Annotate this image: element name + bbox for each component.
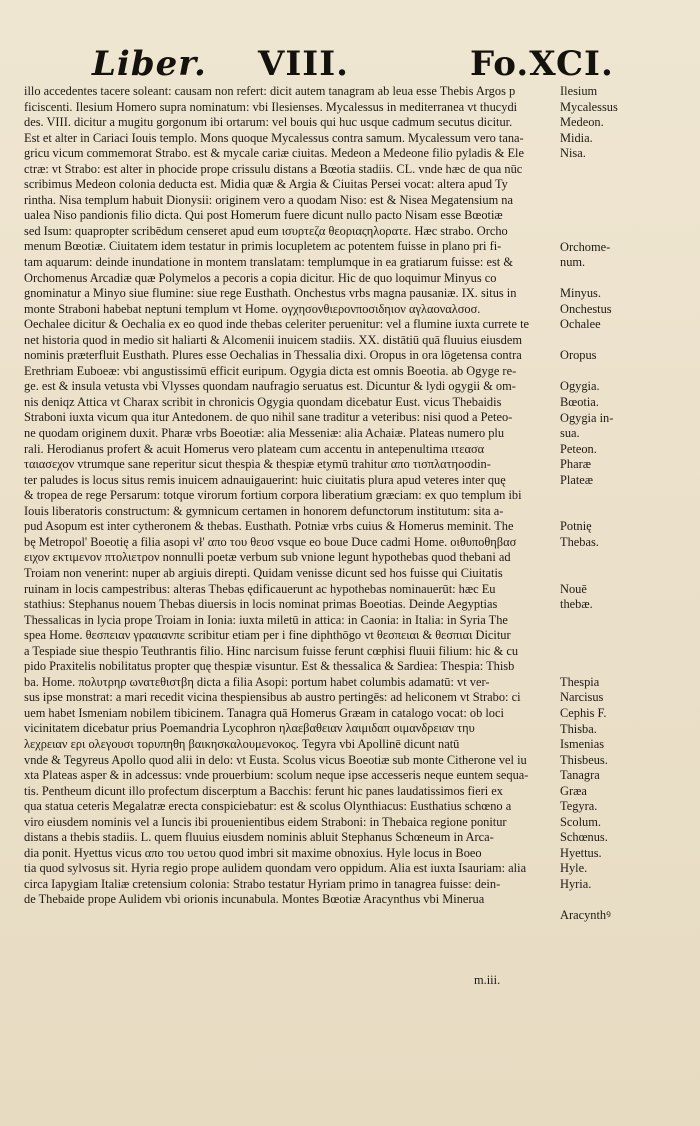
margin-note: Thespia Narcisus Cephis F. Thisba. Ismenias Thisbeus. Tanagra Græa Tegyra. Scolum. Schœnus. Hyettus. Hyle. Hyria. <box>560 674 608 891</box>
text-line: viro eiusdem nominis vel a Iuncis ibi prouenientibus eidem Straboni: in Thebaica regione ponitur <box>24 814 507 829</box>
text-line: Est et alter in Cariaci Iouis templo. Mons quoque Mycalessus contra samum. Mycalessum vero tana- <box>24 130 524 145</box>
margin-note: Aracynthꝰ <box>560 908 611 923</box>
text-line: ruinam in locis campestribus: alteras Thebas ędificauerunt ac hypothebas nominauerūt: hæc Eu <box>24 581 496 596</box>
text-line: sed Isum: quapropter scribēdum censeret apud eum ισυρτεζα θεοριαςηλορατε. Hæc strabo. Orcho <box>24 223 508 238</box>
text-line: Orchomenus Arcadiæ quæ Polymelos a pecoris a copia dicitur. Hic de quo loquimur Minyus co <box>24 270 497 285</box>
text-line: pud Asopum est inter cytheronem & thebas. Eusthath. Potniæ vrbs cuius & Homerus meminit. The <box>24 519 514 534</box>
margin-note: Potnię Thebas. <box>560 519 599 549</box>
text-line: ctræ: vt Strabo: est alter in phocide prope crissulu distans a Bœotia stadiis. CL. vnde hæc de qua nūc <box>24 161 523 176</box>
signature-mark: m.iii. <box>474 973 501 987</box>
margin-note: Orchome- num. <box>560 239 611 270</box>
text-line: ualea Niso pandionis filio dicta. Qui post Homerum fuere dicunt nullo pacto Nisam esse Bœotiæ <box>24 208 503 223</box>
margin-note: Oropus <box>560 348 597 363</box>
text-line: ταιασεχον vtrumque sane reperitur sicut thespia & thespiæ etymū trahitur απο τισπλατηοσdin- <box>24 457 491 472</box>
margin-note: Ilesium Mycalessus Medeon. Midia. Nisa. <box>560 84 618 161</box>
text-line: Oechalee dicitur & Oechalia ex eo quod inde thebas celeriter peruenitur: vel a flumine iuxta currete te <box>24 317 530 332</box>
text-line: gnominatur a Minyo siue flumine: siue rege Eusthath. Onchestus vrbs magna pausaniæ. IX. situs in <box>24 286 517 301</box>
text-line: ge. est & insula vetusta vbi Vlysses quondam naufragio seruatus est. Dicuntur & lydi ogygii & om- <box>24 379 516 394</box>
text-line: Troiam non venerint: nuper ab argiuis direpti. Quidam venisse dicunt sed hos fuisse qui Ciuitatis <box>24 565 503 580</box>
text-line: uem habet Ismeniam nobilem tibicinem. Tanagra quā Homerus Græam in catalogo vocat: ob loci <box>24 705 504 720</box>
text-line: net historia quod in medio sit haliarti & Alcomenii inuicem stadiis. XX. distātiū quā fluuius eiusdem <box>24 332 522 347</box>
text-line: Thessalicas in lycia prope Troiam in Ionia: iuxta miletū in attica: in Caonia: in Italia: in Syria The <box>24 612 508 627</box>
text-line: tia quod sylvosus sit. Hyria regio prope aulidem quondam vero oppidum. Alia est iuxta Isauriam: alia <box>24 861 527 876</box>
text-line: qua statua ceteris Megalatræ erecta conspiciebatur: est & scolus Olynthiacus: Eusthatius schœno a <box>24 799 512 814</box>
text-line: a Tespiade siue thespio Teuthrantis filio. Hinc narcisum fuisse ferunt cœphisi fluuii filium: hic & cu <box>24 643 519 658</box>
text-line: & tropea de rege Persarum: totque virorum fortium corpora liberatium græciam: ex quo templum ibi <box>24 488 522 503</box>
text-line: menum Bœotiæ. Ciuitatem idem testatur in primis locupletem ac potentem fuisse in plano pri fi- <box>24 239 502 254</box>
header-folio-number: Fo.XCI. <box>470 44 614 84</box>
text-line: ba. Home. πολυτρηρ ωνατεθιστβη dicta a filia Asopi: portum habet columbis adamatū: vt ver- <box>24 674 490 689</box>
text-line: des. VIII. dicitur a mugitu gorgonum ibi ortarum: vel bouis qui huc usque cadmum secutus dicitur. <box>24 115 513 130</box>
text-line: nominis præterfluit Eusthath. Plures esse Oechalias in Thessalia dixi. Oropus in ora lōgetensa contra <box>24 348 522 363</box>
text-line: xta Plateas asper & in adcessus: vnde prouerbium: scolum neque ipse accesseris neque euntem sequa- <box>24 768 529 783</box>
margin-note: Minyus. Onchestus Ochalee <box>560 286 612 332</box>
text-line: spea Home. θεσπειαν γρααιανπε scribitur etiam per i fine diphthōgo vt θεσπειαι & θεσπιαι Dicitur <box>24 628 511 643</box>
text-line: ter paludes is locus situs remis inuicem adnauigauerint: huic ciuitatis plura apud veteres inter quę <box>24 472 506 487</box>
text-line: bę Metropol' Boeotię a filia asopi vł' απο του θευσ vsque eo boue Duce cadmi Home. οιθυποθηβασ <box>24 534 517 549</box>
header-book-label: Liber. <box>92 44 207 84</box>
text-line: Iouis liberatoris constructum: & gymnicum certamen in honorem defunctorum institutum: sita a- <box>24 503 504 518</box>
text-line: tis. Pentheum dicunt illo profectum discerptum a Bacchis: ferunt hic panes laudatissimos fieri ex <box>24 783 503 798</box>
text-line: de Thebaide prope Aulidem vbi orionis incunabula. Montes Bœotiæ Aracynthus vbi Minerua <box>24 892 485 907</box>
text-line: ειχον εκτιμενον πτολιετρον nonnulli poetæ verbum sub vnione legunt hypothebas quod thebani ad <box>24 550 511 565</box>
main-text-column <box>24 84 552 908</box>
text-line: Erethriam Euboeæ: vbi angustissimū efficit euripum. Ogygia dicta est omnis Boeotia. ab Ogyge re- <box>24 363 517 378</box>
text-line: ne quodam originem duxit. Pharæ vrbs Boeotiæ: alia Messeniæ: alia Achaiæ. Plateas numero plu <box>24 426 505 441</box>
text-line: scribimus Medeon colonia deducta est. Midia quæ & Argia & Ciuitas Persei vocat: altera apud Ty <box>24 177 508 192</box>
text-line: illo accedentes tacere soleant: causam non refert: dicit autem tanagram ab leua esse Thebis Argos p <box>24 84 516 98</box>
text-line: vicinitatem dicebatur prius Poemandria Lycophron ηλαεβαθειαν λαιμιδαπ οιμανδρειαν τηυ <box>24 721 475 736</box>
margin-note: Nouē thebæ. <box>560 581 593 612</box>
text-line: gricu vicum commemorat Strabo. est & mycale cariæ ciuitas. Medeon a Medeone filio pyladis & Ele <box>24 146 524 161</box>
header-book-number: VIII. <box>258 44 349 84</box>
text-line: ficiscenti. Ilesium Homero supra nominatum: vbi Ilesienses. Mycalessus in mediterranea vt thucydi <box>24 99 518 114</box>
text-line: pido Praxitelis nobilitatus propter quę thespiæ visuntur. Est & thessalica & Sardiea: Thespia: Thisb <box>24 659 515 674</box>
text-line: λεχρειαν ερι ολεγουσι τορυπηθη βαικησκαλουμενοκος. Tegyra vbi Apollinē dicunt natū <box>24 736 460 751</box>
text-line: rintha. Nisa templum habuit Dionysii: originem vero a quodam Niso: est & Nisea Megatensium na <box>24 192 514 207</box>
text-line: sus ipse monstrat: a mari recedit vicina thespiensibus ab austro pertingēs: ad heliconem vt Strabo: ci <box>24 690 521 705</box>
text-line: monte Straboni habebat neptuni templum vt Home. ογχησονθιερονποσιδηιον αγλαοναλσοσ. <box>24 301 481 316</box>
text-line: circa Iapygiam Italiæ cretensium colonia: Strabo testatur Hyriam primo in tanagrea fuisse: dein- <box>24 876 501 891</box>
text-line: dia ponit. Hyettus vicus απο του υετου quod imbri sit maxime obnoxius. Hyle locus in Boeo <box>24 845 482 860</box>
text-line: Straboni iuxta vicum qua itur Antedonem. de quo nihil sane traditur a veteribus: nisi quod a Peteo- <box>24 410 513 425</box>
margin-note: Ogygia. Bœotia. Ogygia in- sua. Peteon. Pharæ Plateæ <box>560 379 614 487</box>
text-line: rali. Herodianus profert & acuit Homerus vero plateam cum accentu in antepenultima ιτεασα <box>24 441 485 456</box>
text-line: nis deniqz Attica vt Charax scribit in chronicis Ogygia quondam dicebatur Eust. vicus Thebaidis <box>24 394 502 409</box>
text-line: stathius: Stephanus nouem Thebas diuersis in locis nominat primas Boeotias. Deinde Aegyptias <box>24 597 498 612</box>
text-line: vnde & Tegyreus Apollo quod alii in delo: vt Eusta. Scolus vicus Boeotiæ sub monte Citherone vel iu <box>24 752 527 767</box>
text-line: distans a thebis stadiis. L. quem fluuius eiusdem nominis abluit Stephanus Schœneum in Arca- <box>24 830 494 845</box>
text-line: tam aquarum: deinde inundatione in montem translatam: templumque in ea gratiarum fuisse: est & <box>24 255 513 270</box>
